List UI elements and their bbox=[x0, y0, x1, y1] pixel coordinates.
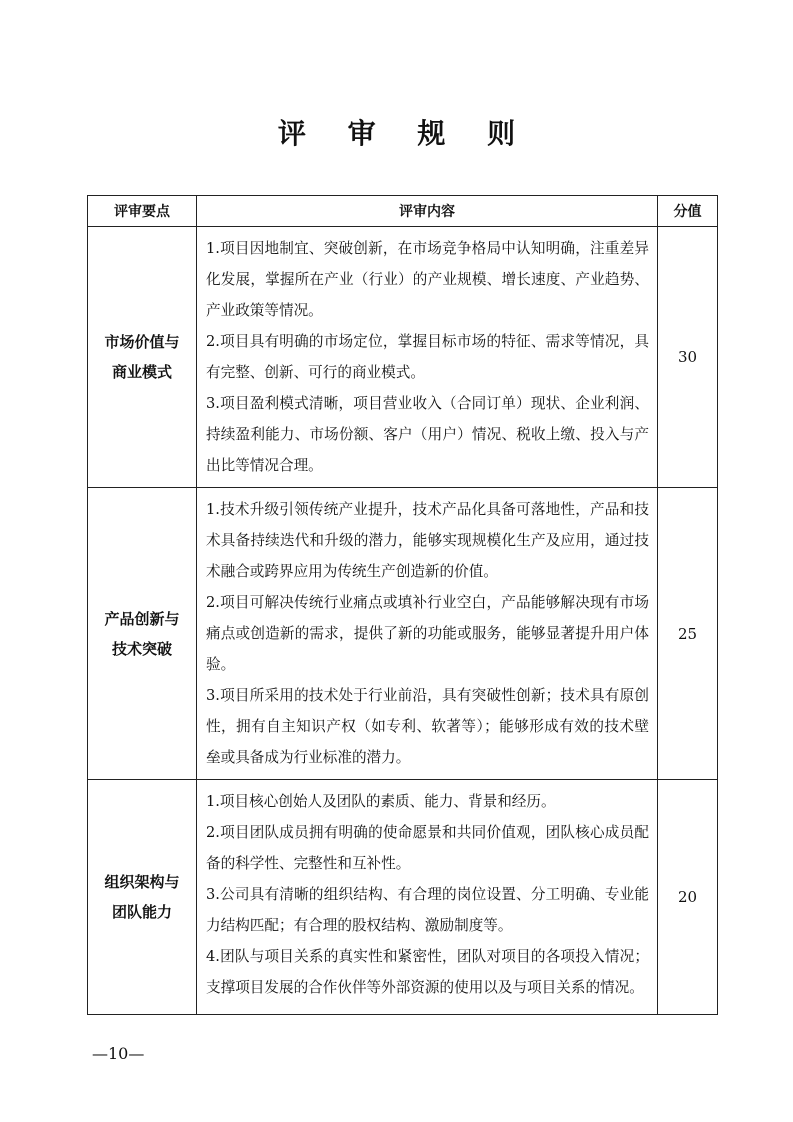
review-point-line: 团队能力 bbox=[111, 903, 172, 921]
review-point-line: 产品创新与 bbox=[104, 609, 180, 628]
review-item: 3.公司具有清晰的组织结构、有合理的岗位设置、分工明确、专业能力结构匹配；有合理的股权结构、激励制度等。 bbox=[206, 886, 649, 934]
page-title: 评 审 规 则 bbox=[277, 117, 532, 150]
table-row bbox=[88, 780, 718, 1015]
review-point-cell bbox=[88, 488, 197, 780]
review-point-line: 技术突破 bbox=[111, 639, 172, 658]
review-item: 4.团队与项目关系的真实性和紧密性，团队对项目的各项投入情况；支撑项目发展的合作伙伴等外部资源的使用以及与项目关系的情况。 bbox=[206, 948, 649, 996]
table-row bbox=[88, 488, 718, 780]
review-item: 2.项目具有明确的市场定位，掌握目标市场的特征、需求等情况，具有完整、创新、可行的商业模式。 bbox=[206, 333, 649, 381]
review-content-cell bbox=[197, 227, 658, 488]
review-point-line: 商业模式 bbox=[111, 363, 172, 381]
review-item: 1.技术升级引领传统产业提升，技术产品化具备可落地性，产品和技术具备持续迭代和升级的潜力，能够实现规模化生产及应用，通过技术融合或跨界应用为传统生产创造新的价值。 bbox=[206, 501, 649, 580]
header-score: 分值 bbox=[658, 196, 718, 227]
page-number: —10— bbox=[92, 1044, 145, 1063]
score-value: 25 bbox=[658, 488, 718, 780]
table-row bbox=[88, 227, 718, 488]
review-item: 1.项目因地制宜、突破创新，在市场竞争格局中认知明确，注重差异化发展，掌握所在产业（行业）的产业规模、增长速度、产业趋势、产业政策等情况。 bbox=[206, 240, 649, 319]
review-content-cell bbox=[197, 488, 658, 780]
review-item: 1.项目核心创始人及团队的素质、能力、背景和经历。 bbox=[206, 793, 556, 810]
score-value: 20 bbox=[658, 780, 718, 1015]
review-item: 3.项目盈利模式清晰，项目营业收入（合同订单）现状、企业利润、持续盈利能力、市场份额、客户（用户）情况、税收上缴、投入与产出比等情况合理。 bbox=[206, 395, 649, 474]
review-rules-table bbox=[87, 195, 718, 1015]
header-point: 评审要点 bbox=[88, 196, 197, 227]
review-item: 2.项目团队成员拥有明确的使命愿景和共同价值观，团队核心成员配备的科学性、完整性和互补性。 bbox=[206, 824, 649, 872]
score-value: 30 bbox=[658, 227, 718, 488]
header-content: 评审内容 bbox=[197, 196, 658, 227]
review-item: 3.项目所采用的技术处于行业前沿，具有突破性创新；技术具有原创性，拥有自主知识产权（如专利、软著等）；能够形成有效的技术壁垒或具备成为行业标准的潜力。 bbox=[206, 687, 649, 766]
review-content-cell bbox=[197, 780, 658, 1015]
review-point-line: 组织架构与 bbox=[104, 873, 180, 891]
review-point-line: 市场价值与 bbox=[104, 333, 180, 351]
review-point-cell bbox=[88, 227, 197, 488]
table-header-row bbox=[88, 196, 718, 227]
review-item: 2.项目可解决传统行业痛点或填补行业空白，产品能够解决现有市场痛点或创造新的需求，提供了新的功能或服务，能够显著提升用户体验。 bbox=[206, 594, 649, 673]
review-point-cell bbox=[88, 780, 197, 1015]
